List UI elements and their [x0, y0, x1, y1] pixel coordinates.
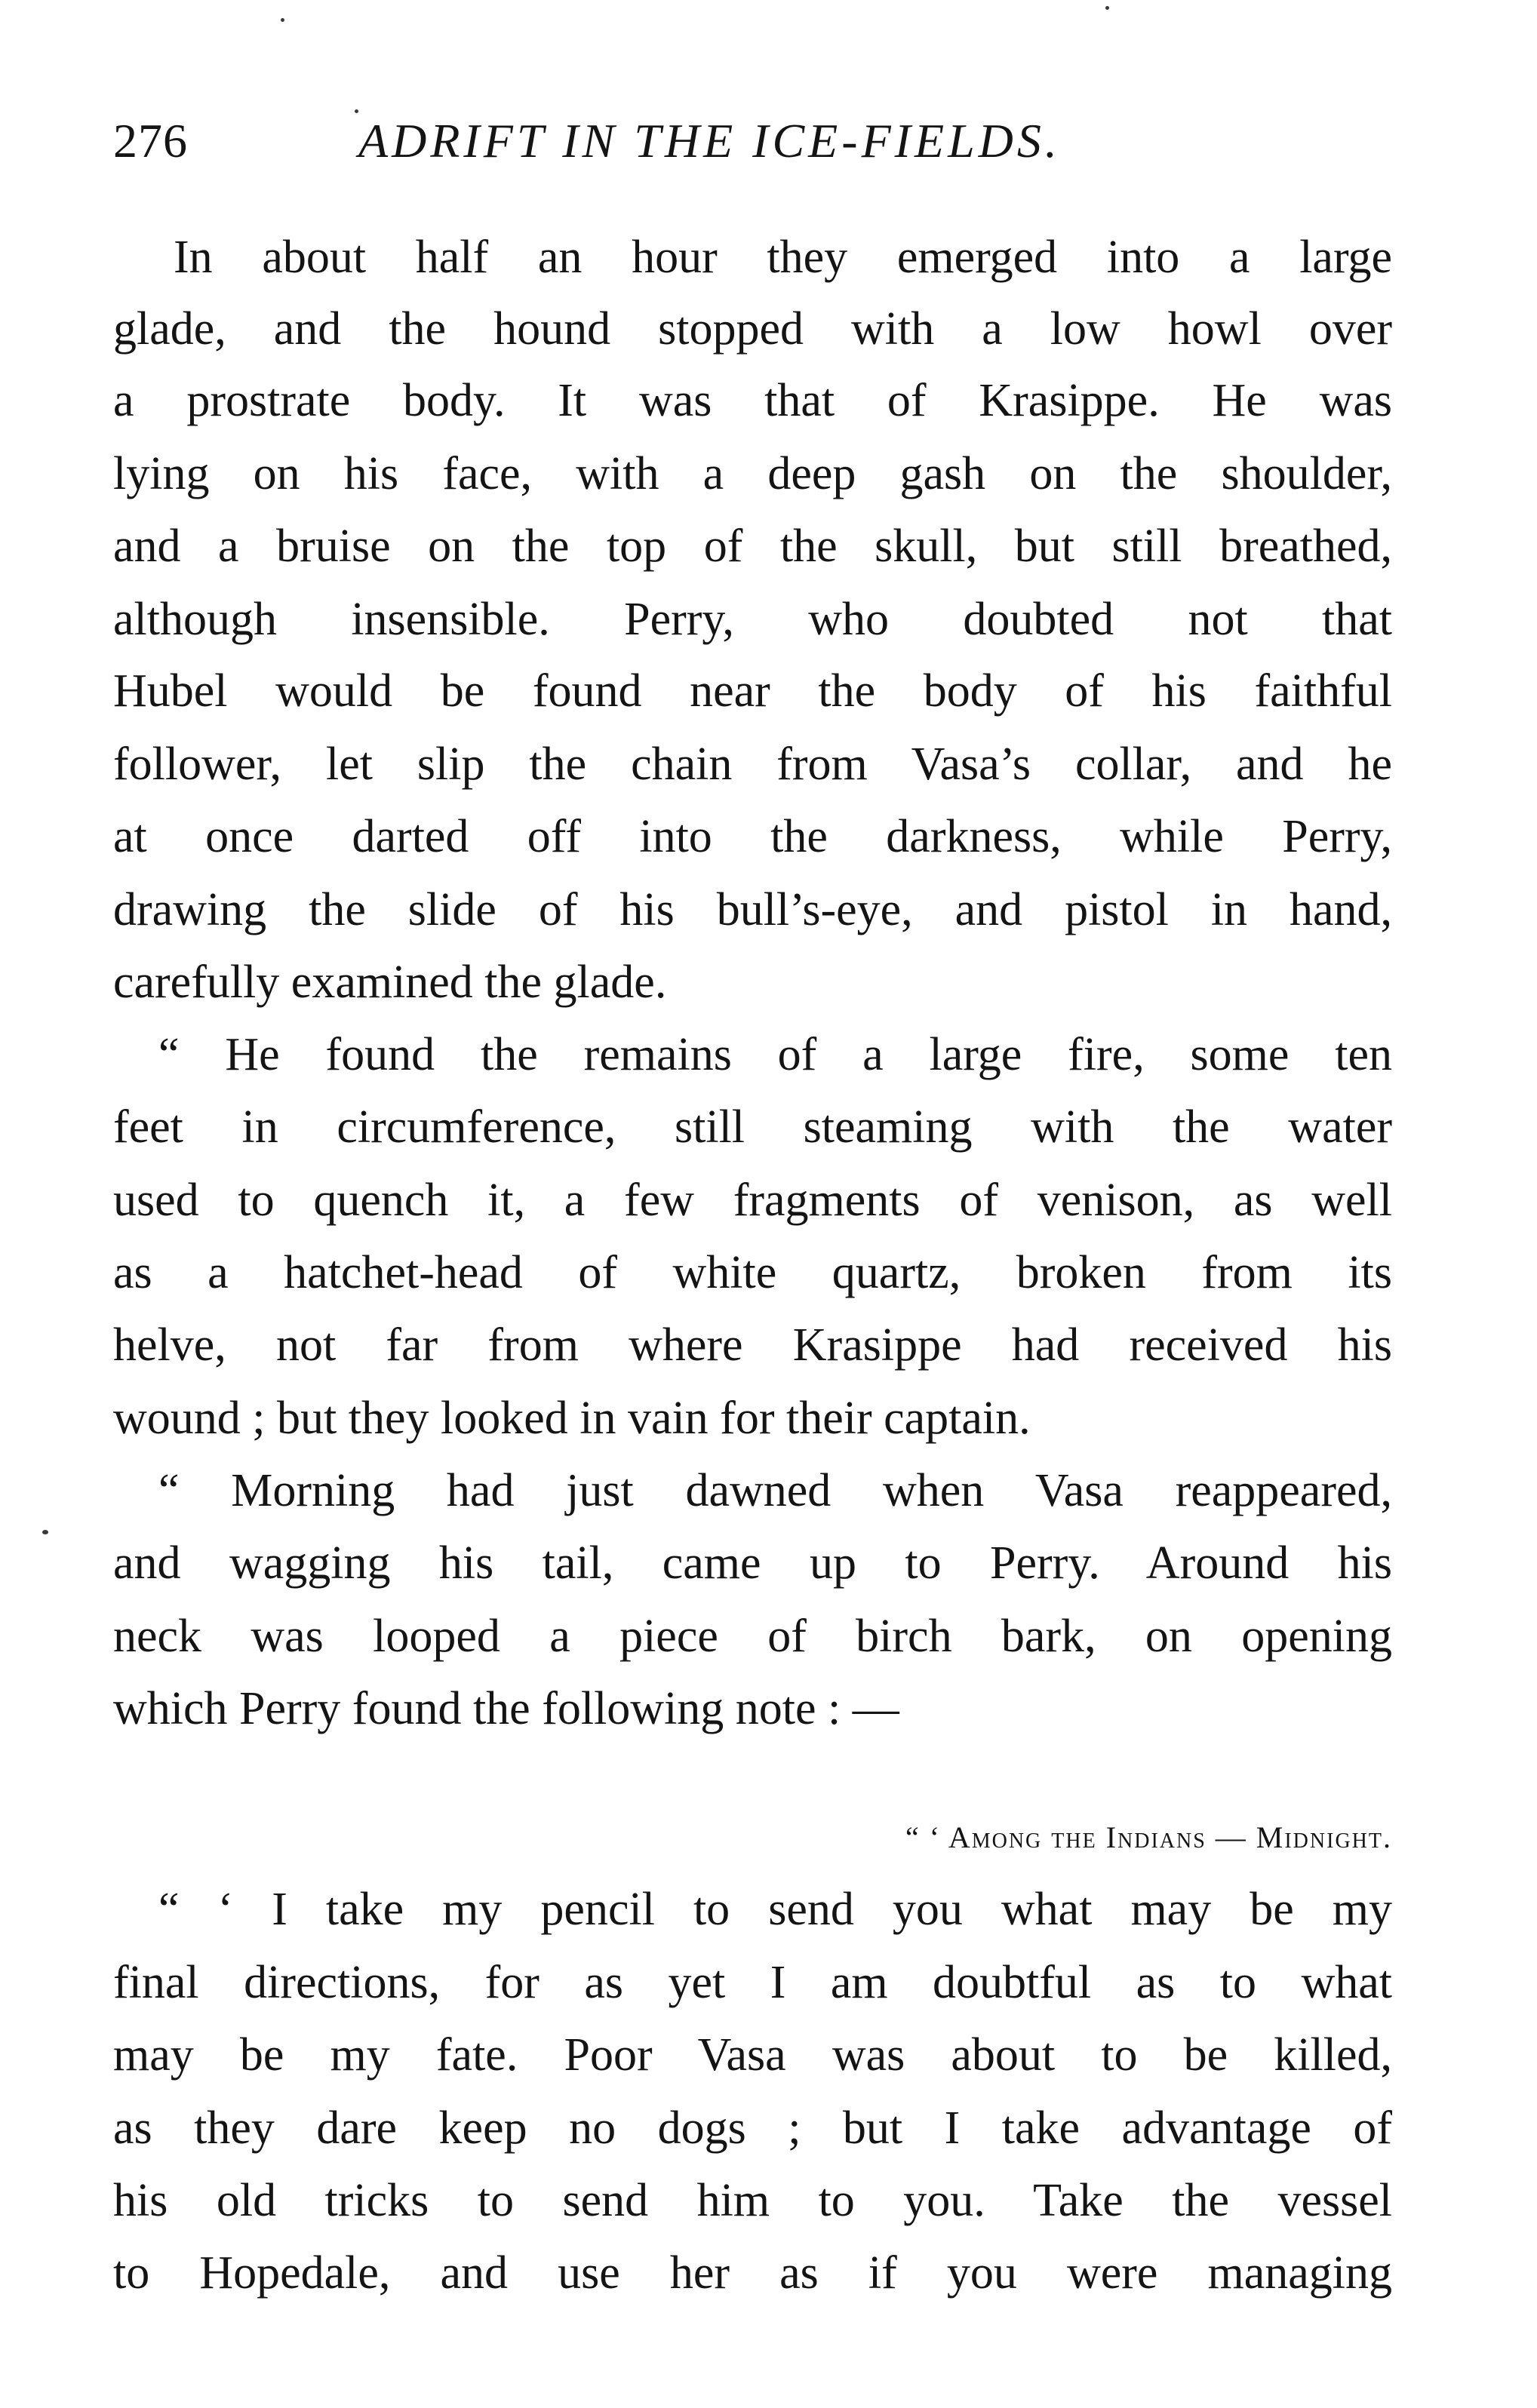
page-number: 276: [113, 114, 188, 167]
running-title: ADRIFT IN THE ICE-FIELDS.: [358, 114, 1061, 167]
text-line: and a bruise on the top of the skull, but still breathed,: [113, 521, 1392, 572]
scan-speck: [42, 1530, 48, 1534]
scan-speck: [355, 109, 358, 113]
text-line: follower, let slip the chain from Vasa’s collar, and he: [113, 739, 1392, 790]
text-line: “ He found the remains of a large fire, some ten: [158, 1029, 1392, 1080]
text-line: Hubel would be found near the body of his faithful: [113, 665, 1392, 717]
scan-speck: [1105, 6, 1109, 10]
letter-dateline: “ ‘ Among the Indians — Midnight.: [905, 1820, 1392, 1854]
scan-speck: [281, 18, 284, 22]
text-line: neck was looped a piece of birch bark, on opening: [113, 1611, 1392, 1662]
text-line: carefully examined the glade.: [113, 957, 667, 1008]
text-line: to Hopedale, and use her as if you were managing: [113, 2247, 1392, 2299]
text-line: although insensible. Perry, who doubted not that: [113, 594, 1392, 645]
text-line: as a hatchet-head of white quartz, broken from its: [113, 1247, 1392, 1298]
text-line: feet in circumference, still steaming with the water: [113, 1101, 1392, 1153]
text-line: may be my fate. Poor Vasa was about to be killed,: [113, 2029, 1392, 2081]
text-line: wound ; but they looked in vain for their captain.: [113, 1393, 1031, 1444]
text-line: “ Morning had just dawned when Vasa reappeared,: [158, 1465, 1392, 1516]
text-line: as they dare keep no dogs ; but I take advantage of: [113, 2102, 1392, 2154]
text-line: lying on his face, with a deep gash on the shoulder,: [113, 448, 1392, 499]
text-line: drawing the slide of his bull’s-eye, and pistol in hand,: [113, 884, 1392, 935]
text-line: In about half an hour they emerged into a large: [174, 232, 1392, 283]
page-header: [113, 113, 1396, 174]
text-line: helve, not far from where Krasippe had received his: [113, 1319, 1392, 1371]
text-line: glade, and the hound stopped with a low howl over: [113, 303, 1392, 355]
text-line: at once darted off into the darkness, while Perry,: [113, 811, 1392, 862]
text-line: a prostrate body. It was that of Krasippe. He was: [113, 375, 1392, 426]
text-line: which Perry found the following note : —: [113, 1683, 899, 1734]
text-line: his old tricks to send him to you. Take the vessel: [113, 2175, 1392, 2226]
text-line: final directions, for as yet I am doubtful as to what: [113, 1957, 1392, 2008]
text-line: “ ‘ I take my pencil to send you what may be my: [158, 1884, 1392, 1935]
text-line: and wagging his tail, came up to Perry. Around his: [113, 1537, 1392, 1589]
text-line: used to quench it, a few fragments of venison, as well: [113, 1175, 1392, 1226]
